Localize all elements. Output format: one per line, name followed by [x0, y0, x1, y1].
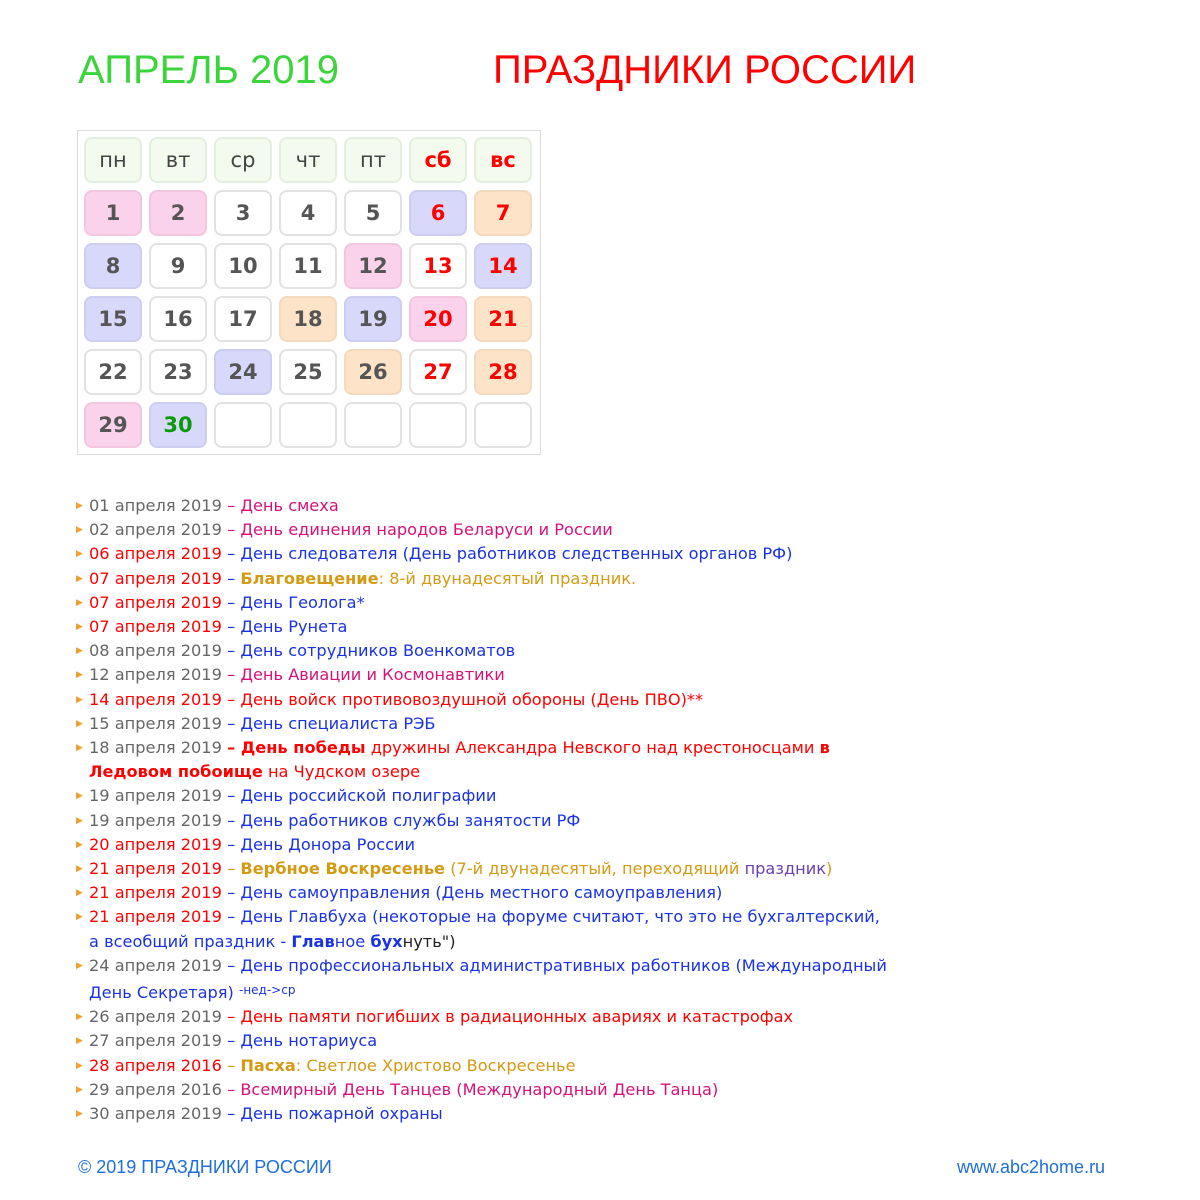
list-item	[74, 1029, 914, 1053]
day-cell[interactable]: 22	[84, 349, 142, 395]
empty-day-cell	[214, 402, 272, 448]
footer-copyright: © 2019 ПРАЗДНИКИ РОССИИ	[78, 1157, 332, 1177]
event-text: – День пожарной охраны	[227, 1104, 443, 1124]
day-cell[interactable]: 29	[84, 402, 142, 448]
list-item	[74, 1078, 914, 1102]
event-date: 19 апреля 2019	[89, 810, 222, 830]
day-cell[interactable]: 21	[474, 296, 532, 342]
event-text: – День единения народов Беларуси и России	[227, 520, 613, 540]
event-text: – День памяти погибших в радиационных авариях и катастрофах	[227, 1007, 794, 1027]
holidays-title: ПРАЗДНИКИ РОССИИ	[493, 48, 917, 92]
event-text-bold: Глав	[291, 931, 335, 951]
weekday-sat: сб	[409, 137, 467, 183]
bullet-icon: ▶	[76, 888, 83, 899]
event-text: (7-й двунадесятый, переходящий	[445, 859, 745, 879]
event-text: День Секретаря)	[89, 983, 239, 1003]
event-text: – День войск противовоздушной обороны (День ПВО)**	[227, 689, 704, 709]
event-text: а всеобщий праздник -	[89, 931, 292, 951]
day-cell[interactable]: 16	[149, 296, 207, 342]
event-date: 12 апреля 2019	[89, 665, 222, 685]
day-cell[interactable]: 5	[344, 190, 402, 236]
bullet-icon: ▶	[76, 791, 83, 802]
event-text: – День российской полиграфии	[227, 786, 497, 806]
weekday-fri: пт	[344, 137, 402, 183]
bullet-icon: ▶	[76, 549, 83, 560]
event-date: 26 апреля 2019	[89, 1007, 222, 1027]
event-date: 28 апреля 2016	[89, 1055, 222, 1075]
event-date: 30 апреля 2019	[89, 1104, 222, 1124]
day-cell[interactable]: 10	[214, 243, 272, 289]
list-item	[74, 615, 914, 639]
event-date: 21 апреля 2019	[89, 883, 222, 903]
day-cell[interactable]: 15	[84, 296, 142, 342]
bullet-icon: ▶	[76, 743, 83, 754]
event-text: – День нотариуса	[227, 1031, 378, 1051]
event-date: 19 апреля 2019	[89, 786, 222, 806]
event-text: )	[826, 859, 833, 879]
empty-day-cell	[279, 402, 337, 448]
list-item-continuation	[74, 978, 914, 1005]
event-text: –	[227, 859, 241, 879]
holiday-list	[74, 494, 914, 1126]
list-item	[74, 1102, 914, 1126]
event-text: – День Геолога*	[227, 592, 365, 612]
day-cell[interactable]: 14	[474, 243, 532, 289]
list-item	[74, 905, 914, 929]
event-date: 18 апреля 2019	[89, 738, 222, 758]
event-date: 27 апреля 2019	[89, 1031, 222, 1051]
event-text: – День Донора России	[227, 834, 416, 854]
weekday-sun: вс	[474, 137, 532, 183]
weekday-thu: чт	[279, 137, 337, 183]
day-cell[interactable]: 17	[214, 296, 272, 342]
list-item	[74, 567, 914, 591]
event-text-bold: День победы	[240, 738, 366, 758]
list-item	[74, 736, 914, 760]
list-item	[74, 833, 914, 857]
day-cell[interactable]: 25	[279, 349, 337, 395]
day-cell[interactable]: 13	[409, 243, 467, 289]
calendar-grid	[77, 130, 541, 455]
day-cell[interactable]: 19	[344, 296, 402, 342]
bullet-icon: ▶	[76, 839, 83, 850]
list-item	[74, 494, 914, 518]
event-date: 24 апреля 2019	[89, 955, 222, 975]
bullet-icon: ▶	[76, 1012, 83, 1023]
event-text: –	[227, 568, 241, 588]
event-text: нуть")	[402, 931, 456, 951]
bullet-icon: ▶	[76, 1036, 83, 1047]
event-text: – День работников службы занятости РФ	[227, 810, 581, 830]
day-cell[interactable]: 27	[409, 349, 467, 395]
empty-day-cell	[474, 402, 532, 448]
event-date: 07 апреля 2019	[89, 617, 222, 637]
list-item	[74, 639, 914, 663]
event-date: 29 апреля 2016	[89, 1079, 222, 1099]
day-cell[interactable]: 18	[279, 296, 337, 342]
event-text: – День специалиста РЭБ	[227, 713, 436, 733]
event-date: 21 апреля 2019	[89, 859, 222, 879]
list-item	[74, 663, 914, 687]
list-item	[74, 809, 914, 833]
list-item	[74, 1054, 914, 1078]
bullet-icon: ▶	[76, 646, 83, 657]
list-item	[74, 712, 914, 736]
list-item	[74, 1005, 914, 1029]
bullet-icon: ▶	[76, 670, 83, 681]
day-cell[interactable]: 9	[149, 243, 207, 289]
event-text: – День сотрудников Военкоматов	[227, 641, 516, 661]
event-note: -нед->ср	[238, 983, 296, 998]
list-item	[74, 784, 914, 808]
event-date: 07 апреля 2019	[89, 568, 222, 588]
event-text: : 8-й двунадесятый праздник.	[378, 568, 637, 588]
day-cell[interactable]: 28	[474, 349, 532, 395]
event-text-bold: Вербное Воскресенье	[240, 859, 446, 879]
day-cell[interactable]: 2	[149, 190, 207, 236]
event-text: – День следователя (День работников следственных органов РФ)	[227, 544, 793, 564]
bullet-icon: ▶	[76, 960, 83, 971]
event-text: ное	[334, 931, 371, 951]
event-text-bold: Пасха	[240, 1055, 296, 1075]
event-date: 20 апреля 2019	[89, 834, 222, 854]
event-date: 15 апреля 2019	[89, 713, 222, 733]
weekday-wed: ср	[214, 137, 272, 183]
event-text: на Чудском озере	[262, 762, 421, 782]
bullet-icon: ▶	[76, 1084, 83, 1095]
event-date: 07 апреля 2019	[89, 592, 222, 612]
event-date: 02 апреля 2019	[89, 520, 222, 540]
list-item	[74, 857, 914, 881]
list-item-continuation	[74, 760, 914, 784]
month-title: АПРЕЛЬ 2019	[78, 48, 339, 92]
event-text-bold: Ледовом побоище	[89, 762, 263, 782]
bullet-icon: ▶	[76, 573, 83, 584]
event-text-bold: –	[227, 738, 241, 758]
event-date: 14 апреля 2019	[89, 689, 222, 709]
list-item	[74, 954, 914, 978]
list-item	[74, 688, 914, 712]
event-date: 01 апреля 2019	[89, 496, 222, 515]
list-item	[74, 542, 914, 566]
day-cell[interactable]: 20	[409, 296, 467, 342]
event-text-bold: в	[819, 738, 830, 758]
bullet-icon: ▶	[76, 864, 83, 875]
day-cell[interactable]: 12	[344, 243, 402, 289]
bullet-icon: ▶	[76, 912, 83, 923]
day-cell[interactable]: 30	[149, 402, 207, 448]
event-text: – Всемирный День Танцев (Международный День Танца)	[227, 1079, 719, 1099]
list-item	[74, 518, 914, 542]
event-date: 21 апреля 2019	[89, 907, 222, 927]
bullet-icon: ▶	[76, 525, 83, 536]
bullet-icon: ▶	[76, 694, 83, 705]
bullet-icon: ▶	[76, 622, 83, 633]
footer-site-link[interactable]: www.abc2home.ru	[957, 1157, 1106, 1177]
day-cell[interactable]: 6	[409, 190, 467, 236]
event-text: дружины Александра Невского над крестоносцами	[365, 738, 820, 758]
day-cell[interactable]: 23	[149, 349, 207, 395]
event-date: 08 апреля 2019	[89, 641, 222, 661]
list-item	[74, 591, 914, 615]
day-cell[interactable]: 26	[344, 349, 402, 395]
event-text: –	[227, 1055, 241, 1075]
event-text: – День Рунета	[227, 617, 348, 637]
empty-day-cell	[409, 402, 467, 448]
event-date: 06 апреля 2019	[89, 544, 222, 564]
list-item	[74, 881, 914, 905]
day-cell[interactable]: 24	[214, 349, 272, 395]
event-text: праздник	[744, 859, 827, 879]
event-text: – День профессиональных административных работников (Международный	[227, 955, 887, 975]
weekday-tue: вт	[149, 137, 207, 183]
bullet-icon: ▶	[76, 597, 83, 608]
event-text: – День смеха	[227, 496, 339, 515]
day-cell[interactable]: 7	[474, 190, 532, 236]
event-text-bold: Благовещение	[240, 568, 379, 588]
day-cell[interactable]: 8	[84, 243, 142, 289]
bullet-icon: ▶	[76, 718, 83, 729]
bullet-icon: ▶	[76, 815, 83, 826]
event-text: : Светлое Христово Воскресенье	[295, 1055, 576, 1075]
event-text: – День Главбуха (некоторые на форуме считают, что это не бухгалтерский,	[227, 907, 880, 927]
list-item-continuation	[74, 930, 914, 954]
day-cell[interactable]: 3	[214, 190, 272, 236]
event-text: – День самоуправления (День местного самоуправления)	[227, 883, 723, 903]
bullet-icon: ▶	[76, 1060, 83, 1071]
event-text-bold: бух	[370, 931, 403, 951]
day-cell[interactable]: 1	[84, 190, 142, 236]
empty-day-cell	[344, 402, 402, 448]
bullet-icon: ▶	[76, 501, 83, 511]
day-cell[interactable]: 4	[279, 190, 337, 236]
weekday-mon: пн	[84, 137, 142, 183]
bullet-icon: ▶	[76, 1109, 83, 1120]
event-text: – День Авиации и Космонавтики	[227, 665, 505, 685]
day-cell[interactable]: 11	[279, 243, 337, 289]
